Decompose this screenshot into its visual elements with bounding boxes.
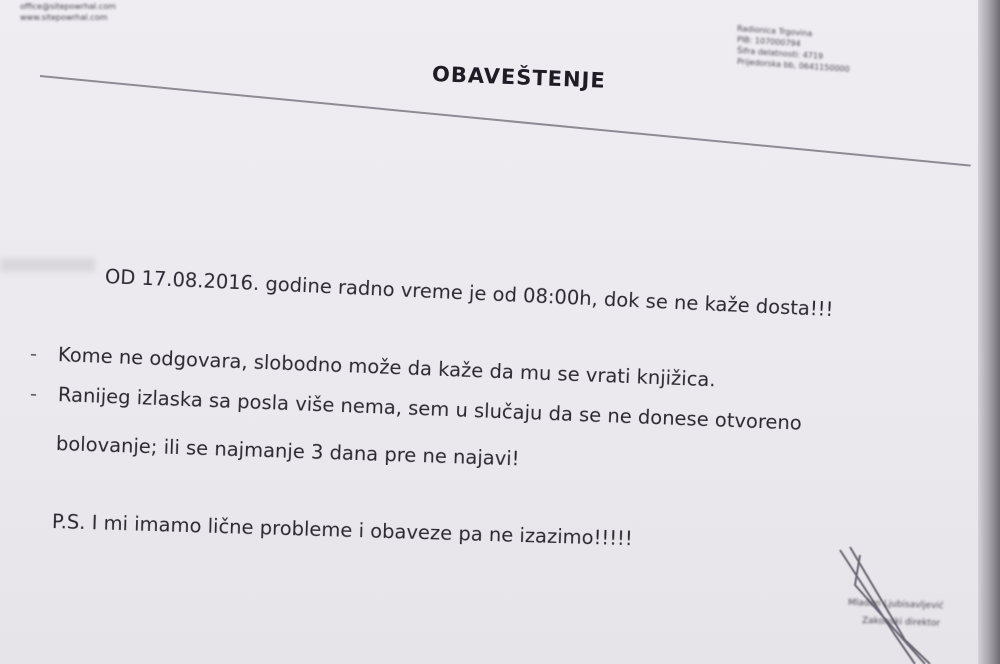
letterhead-address: Prijedorska bb, 0641150000: [736, 57, 850, 74]
bullet-marker: -: [29, 382, 38, 406]
letterhead-code: Šifra delatnosti: 4719: [736, 46, 824, 62]
signature-role: Zakonski direktor: [861, 616, 941, 629]
document-title: OBAVEŠTENJE: [431, 62, 607, 93]
bullet-marker: -: [29, 342, 38, 366]
bullet-continuation: bolovanje; ili se najmanje 3 dana pre ne najavi!: [55, 432, 520, 471]
paper-edge-shadow: [978, 0, 1000, 664]
smudge: [0, 258, 95, 272]
letterhead-company: Radionica Trgovina: [736, 24, 813, 39]
letterhead-email: office@sitepowrhal.com: [20, 2, 116, 11]
postscript: P.S. I mi imamo lične probleme i obaveze pa ne izazimo!!!!!: [51, 510, 634, 551]
bullet-item: [30, 342, 716, 391]
main-paragraph: OD 17.08.2016. godine radno vreme je od 08:00h, dok se ne kaže dosta!!!: [104, 265, 834, 322]
letterhead-website: www.sitepowrhal.com: [20, 13, 108, 22]
signature-name: Mladen Ljubisavljević: [847, 598, 944, 612]
letterhead-pib: PIB: 107000794: [736, 35, 801, 49]
bullet-text: Kome ne odgovara, slobodno može da kaže da mu se vrati knjižica.: [57, 343, 717, 392]
bullet-text: Ranijeg izlaska sa posla više nema, sem u slučaju da se ne donese otvoreno: [57, 383, 803, 435]
